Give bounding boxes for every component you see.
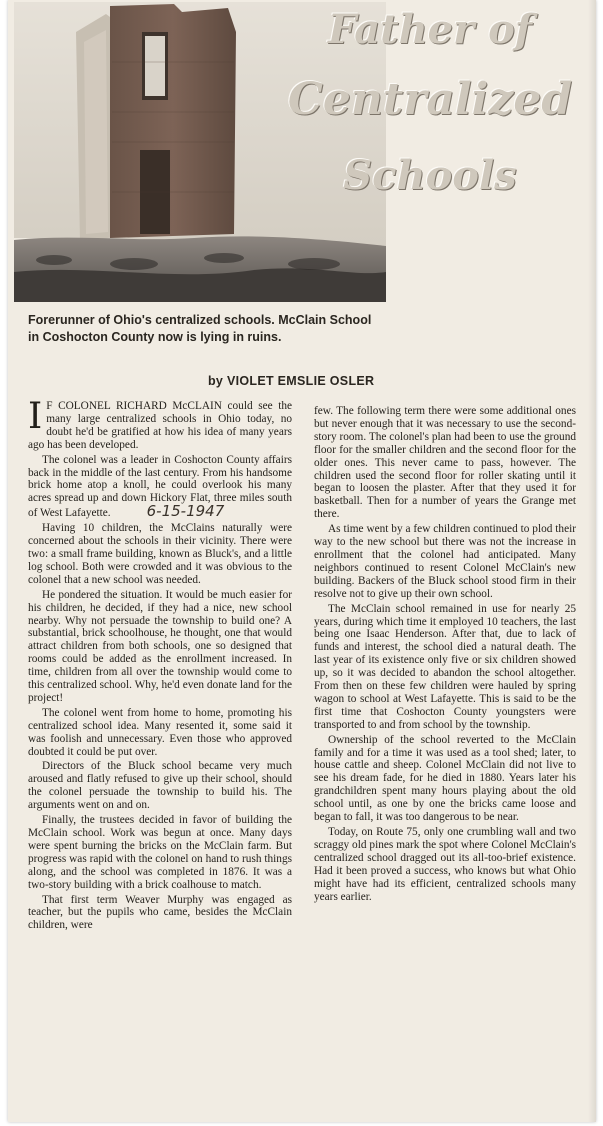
byline: by VIOLET EMSLIE OSLER [208,374,375,388]
headline-line-1: Father of [327,6,533,53]
article-paragraph [28,454,292,521]
paragraph-text: F COLONEL RICHARD McCLAIN could see the many large centralized schools in Ohio today, no doubt he'd be gratified at how his idea of many years ago has been developed. [28,400,292,451]
photo-caption: Forerunner of Ohio's centralized schools. McClain School in Coshocton County now is lying in ruins. [28,313,372,344]
paragraph-text: The colonel was a leader in Coshocton County affairs back in the middle of the last century. From his handsome brick home atop a knoll, he could overlook his many acres spread up and down Hickory Flat, three miles south of West Lafayette. [28,453,292,520]
article-paragraph: As time went by a few children continued to plod their way to the new school but there was not the increase in enrollment that the colonel had anticipated. Many neighbors continued to resent Colonel McClain's new building. Backers of the Bluck school stood firm in their resolve not to give up their own school. [314,523,576,600]
article-column-left [28,396,292,934]
newspaper-clipping [8,0,596,1122]
article-column-right [314,405,576,905]
drop-cap: I [28,396,43,437]
article-paragraph: few. The following term there were some additional ones but never enough that it was necessary to use the second-story room. The colonel's plan had been to use the ground floor for the smaller children and the second floor for the older ones. This never came to pass, however. The children used the second floor for roller skating until it began to loosen the plaster. After that they used it for basketball. Then for a number of years the Grange met there. [314,405,576,521]
article-paragraph: Finally, the trustees decided in favor of building the McClain school. Work was begun at once. Many days were spent burning the bricks on the McClain farm. But progress was rapid with the colonel on hand to rush things along, and the school was completed in 1876. It was a two-story building with a brick coalhouse to match. [28,814,292,891]
article-paragraph: Directors of the Bluck school became very much aroused and flatly refused to give up their school, should the colonel persuade the township to build his. The arguments went on and on. [28,760,292,812]
article-paragraph: The colonel went from home to home, promoting his centralized school idea. Many resented it, some said it was foolish and unnecessary. Even those who approved doubted it could be put over. [28,706,292,758]
article-paragraph: The McClain school remained in use for nearly 25 years, during which time it employed 10 teachers, the last being one Isaac Henderson. After that, due to lack of funds and interest, the school died a natural death. The last year of its existence only five or six children showed up, so it was decided to abandon the school altogether. From then on these few children were hauled by spring wagon to school at West Lafayette. This is said to be the first time that Coshocton County youngsters were transported to and from school by the township. [314,602,576,731]
handwritten-date: 6-15-1947 [146,502,225,521]
article-paragraph: That first term Weaver Murphy was engaged as teacher, but the pupils who came, besides the McClain children, were [28,893,292,932]
article-paragraph: Ownership of the school reverted to the McClain family and for a time it was used as a tool shed; later, to house cattle and sheep. Colonel McClain did not live to see his dream fade, for he died in 1880. Years later his grandchildren spent many hours playing about the old school until, as one by one the bricks came loose and began to fall, it was too dangerous to be near. [314,733,576,824]
paper-edge-shadow [588,0,596,1122]
article-paragraph [28,396,292,452]
headline [266,4,594,204]
article-paragraph: He pondered the situation. It would be much easier for his children, he decided, if they had a nice, new school nearby. Why not persuade the township to build one? A substantial, brick schoolhouse, he thought, one that would attract children from both schools, one so designed that rooms could be added as the enrollment increased. In time, children from all over the township would come to this centralized school. Why, he'd even donate land for the project! [28,588,292,704]
headline-line-3: Schools [343,152,517,199]
headline-line-2: Centralized [287,74,573,125]
article-paragraph: Having 10 children, the McClains naturally were concerned about the schools in their vicinity. There were two: a small frame building, known as Bluck's, and a little log school. Both were crowded and it was obvious to the colonel that a new school was needed. [28,522,292,586]
article-paragraph: Today, on Route 75, only one crumbling wall and two scraggy old pines mark the spot where Colonel McClain's centralized school dragged out its all-too-brief existence. Had it been proved a success, who knows but what Ohio might have had its efficient, centralized schools many years earlier. [314,826,576,903]
